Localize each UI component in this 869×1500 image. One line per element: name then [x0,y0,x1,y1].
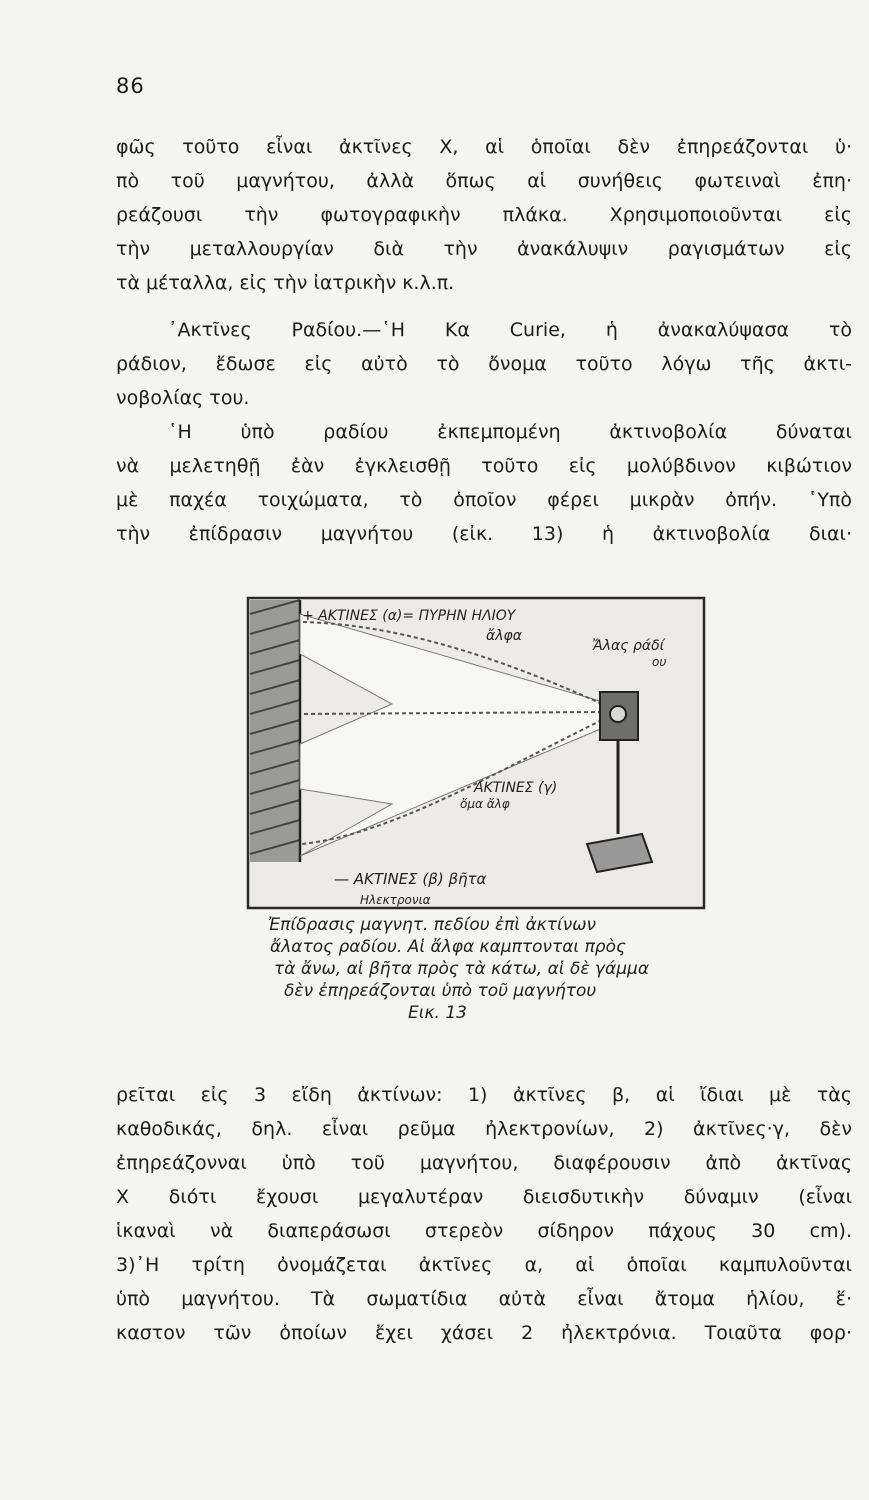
text-line: 3)᾿Η τρίτη ὀνομάζεται ἀκτῖνες α, αἱ ὁποῖαι καμπυλοῦνται [116,1254,852,1276]
text-line: καστον τῶν ὁποίων ἔχει χάσει 2 ἠλεκτρόνια. Τοιαῦτα φορ· [116,1322,852,1344]
text-line: ρεάζουσι τὴν φωτογραφικὴν πλάκα. Χρησιμοποιοῦνται εἰς [116,204,852,226]
section-heading-line: ᾿Ακτῖνες Ραδίου.—῾Η Κα Curie, ἡ ἀνακαλύψασα τὸ [168,319,852,341]
figure-number: Εικ. 13 [408,1003,467,1023]
text-line: τὰ μέταλλα, εἰς τὴν ἰατρικὴν κ.λ.π. [116,272,455,294]
paragraph-xrays [116,130,852,300]
label-radium-salt-ending: ου [652,655,667,669]
text-line: ρεῖται εἰς 3 εἴδη ἀκτίνων: 1) ἀκτῖνες β, αἱ ἴδιαι μὲ τὰς [116,1084,852,1106]
text-line: πὸ τοῦ μαγνήτου, ἀλλὰ ὅπως αἱ συνήθεις φωτειναὶ ἐπη· [116,170,852,192]
text-line: νοβολίας του. [116,387,250,409]
label-gamma-sub: ὄμα ἄλφ [460,797,510,811]
text-line: ἱκαναὶ νὰ διαπεράσωσι στερεὸν σίδηρον πάχους 30 cm). [116,1220,852,1242]
text-line: ὑπὸ μαγνήτου. Τὰ σωματίδια αὐτὰ εἶναι ἄτομα ἡλίου, ἕ· [116,1288,852,1310]
text-line: ῾Η ὑπὸ ραδίου ἐκπεμπομένη ἀκτινοβολία δύναται [168,421,852,443]
page-number: 86 [116,74,145,98]
text-line: ράδιον, ἔδωσε εἰς αὐτὸ τὸ ὄνομα τοῦτο λόγω τῆς ἀκτι- [116,353,852,375]
label-alpha-word: ἄλφα [486,628,522,644]
paragraph-radium-rays [116,313,852,551]
figure-caption [268,914,788,1024]
hatched-plate [250,600,300,862]
text-line: τὴν ἐπίδρασιν μαγνήτου (εἰκ. 13) ἡ ἀκτινοβολία διαι· [116,523,852,545]
caption-line: Ἐπίδρασις μαγνητ. πεδίου ἐπὶ ἀκτίνων [268,915,597,935]
caption-line: δὲν ἐπηρεάζονται ὑπὸ τοῦ μαγνήτου [284,981,597,1001]
caption-line: τὰ ἄνω, αἱ βῆτα πρὸς τὰ κάτω, αἱ δὲ γάμμα [274,959,650,979]
text-line: φῶς τοῦτο εἶναι ἀκτῖνες X, αἱ ὁποῖαι δὲν ἐπηρεάζονται ὑ· [116,136,852,158]
label-gamma-rays: ΑΚΤΙΝΕΣ (γ) [474,780,558,796]
text-line: X διότι ἔχουσι μεγαλυτέραν διεισδυτικὴν δύναμιν (εἶναι [116,1186,852,1208]
caption-line: ἄλατος ραδίου. Αἱ ἄλφα καμπτονται πρὸς [270,937,626,957]
text-line: τὴν μεταλλουργίαν διὰ τὴν ἀνακάλυψιν ραγισμάτων εἰς [116,238,852,260]
label-electrons: Ηλεκτρονια [360,893,431,907]
label-alpha-rays: + ΑΚΤΙΝΕΣ (α)= ΠΥΡΗΝ ΗΛΙΟΥ [302,608,516,624]
figure-radium-rays-illustration [242,594,712,914]
text-line: ἐπηρεάζονναι ὑπὸ τοῦ μαγνήτου, διαφέρουσιν ἀπὸ ἀκτῖνας [116,1152,852,1174]
text-line: νὰ μελετηθῇ ἐὰν ἐγκλεισθῇ τοῦτο εἰς μολύβδινον κιβώτιον [116,455,852,477]
text-line: μὲ παχέα τοιχώματα, τὸ ὁποῖον φέρει μικρὰν ὀπήν. ῾Υπὸ [116,489,852,511]
label-beta-rays: — ΑΚΤΙΝΕΣ (β) βῆτα [334,870,487,888]
text-line: καθοδικάς, δηλ. εἶναι ρεῦμα ἠλεκτρονίων, 2) ἀκτῖνες·γ, δὲν [116,1118,852,1140]
label-radium-salt: Ἄλας ράδί [592,638,665,654]
paragraph-ray-types [116,1078,852,1350]
